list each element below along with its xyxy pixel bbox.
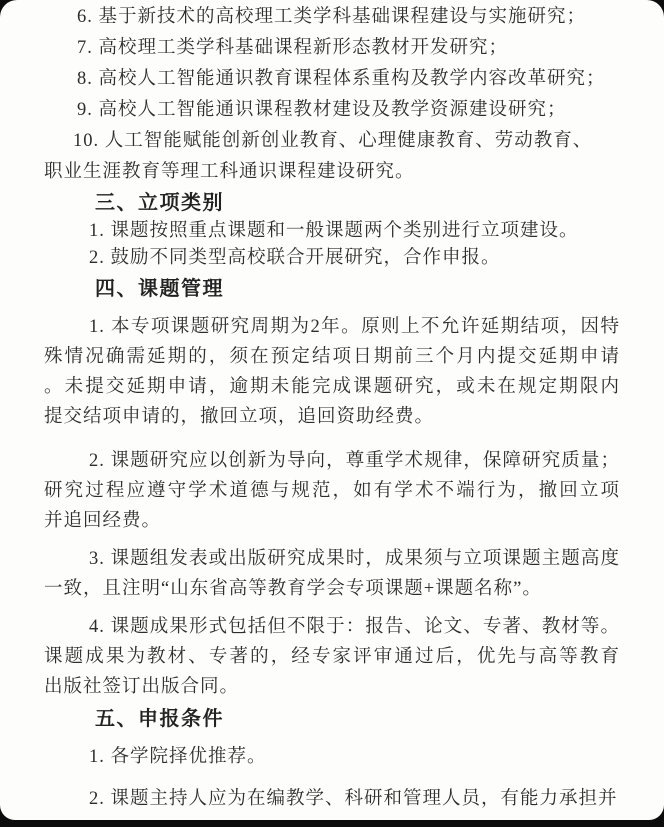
- doc-line: 殊情况确需延期的，须在预定结项日期前三个月内提交延期申请: [44, 347, 620, 367]
- doc-line: 职业生涯教育等理工科通识课程建设研究。: [44, 162, 415, 182]
- section4-paragraph-2: [44, 446, 620, 536]
- doc-line: 出版社签订出版合同。: [44, 677, 240, 697]
- doc-line: 并追回经费。: [44, 511, 162, 531]
- section-heading-4: 四、课题管理: [95, 278, 224, 300]
- list-item-9: 9. 高校人工智能通识课程教材建设及教学资源建设研究；: [77, 100, 567, 120]
- list-item-7: 7. 高校理工类学科基础课程新形态教材开发研究；: [77, 38, 509, 58]
- doc-line: 2. 课题研究应以创新为导向，尊重学术规律，保障研究质量；: [89, 451, 620, 471]
- section5-paragraph-2: [44, 784, 620, 814]
- section4-paragraph-4: [44, 612, 620, 702]
- doc-line: 1. 各学院择优推荐。: [89, 747, 267, 767]
- doc-line: 2. 课题主持人应为在编教学、科研和管理人员，有能力承担并: [89, 789, 618, 809]
- list-item-6: 6. 基于新技术的高校理工类学科基础课程建设与实施研究；: [77, 7, 587, 27]
- section3-item-2: 2. 鼓励不同类型高校联合开展研究，合作申报。: [89, 248, 501, 268]
- section4-paragraph-3: [44, 544, 620, 604]
- doc-line: 课题成果为教材、专著的，经专家评审通过后，优先与高等教育: [44, 647, 620, 667]
- doc-line: 1. 本专项课题研究周期为2年。原则上不允许延期结项，因特: [89, 317, 620, 337]
- doc-line: 研究过程应遵守学术道德与规范，如有学术不端行为，撤回立项: [44, 481, 620, 501]
- section-heading-3: 三、立项类别: [95, 192, 224, 214]
- section3-item-1: 1. 课题按照重点课题和一般课题两个类别进行立项建设。: [89, 221, 579, 241]
- list-item-10: [44, 126, 620, 188]
- doc-line: 10. 人工智能赋能创新创业教育、心理健康教育、劳动教育、: [73, 131, 593, 151]
- section-heading-5: 五、申报条件: [95, 708, 224, 730]
- doc-line: 4. 课题成果形式包括但不限于：报告、论文、专著、教材等。: [89, 617, 620, 637]
- doc-line: 提交结项申请的，撤回立项，追回资助经费。: [44, 407, 435, 427]
- doc-line: 。未提交延期申请，逾期未能完成课题研究，或未在规定期限内: [44, 377, 620, 397]
- list-item-8: 8. 高校人工智能通识教育课程体系重构及教学内容改革研究；: [77, 69, 606, 89]
- section5-paragraph-1: [44, 742, 620, 772]
- section4-paragraph-1: [44, 312, 620, 432]
- doc-line: 一致，且注明“山东省高等教育学会专项课题+课题名称”。: [44, 579, 542, 599]
- doc-line: 3. 课题组发表或出版研究成果时，成果须与立项课题主题高度: [89, 549, 620, 569]
